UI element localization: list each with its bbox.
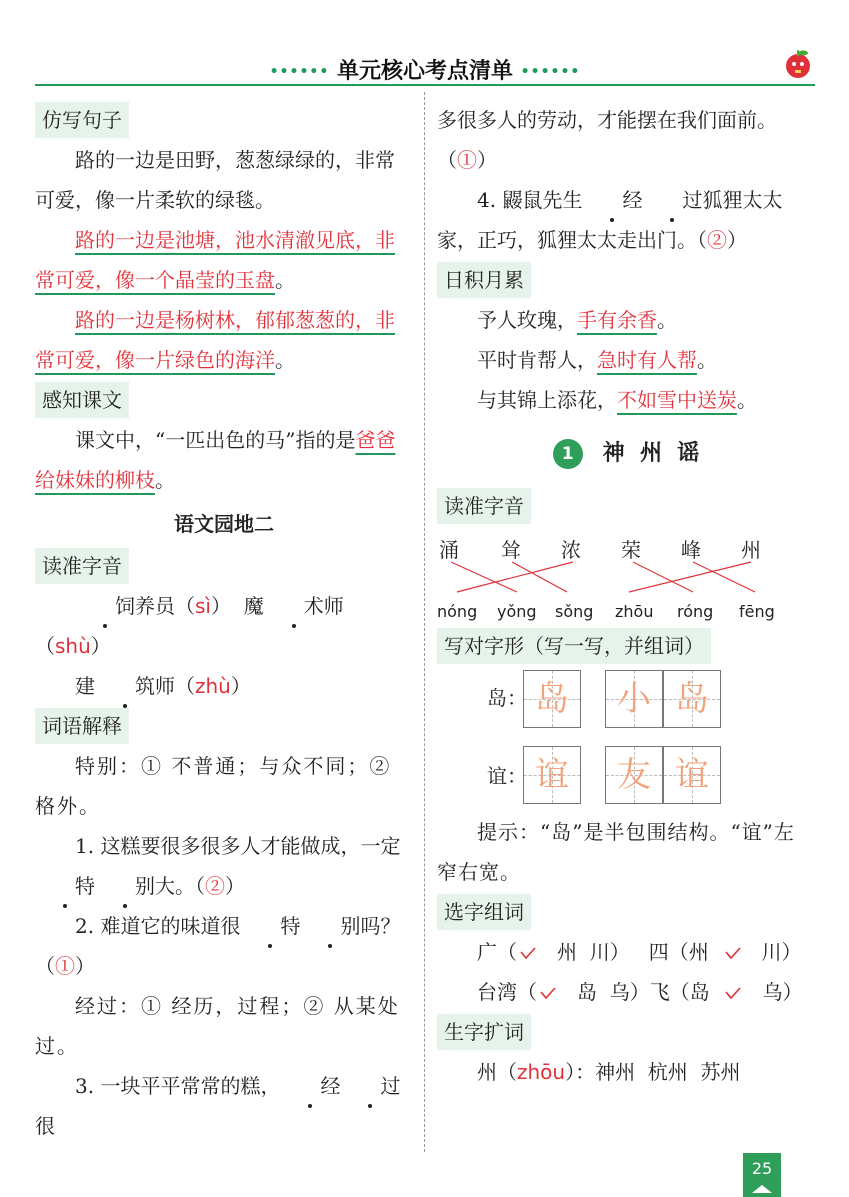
section-word-expansion: 生字扩词 bbox=[437, 1014, 531, 1050]
question-3: 3. 一块平平常常的糕， 经 过很 bbox=[35, 1066, 413, 1146]
definition-tebie: 特别：① 不普通；与众不同；② 格外。 bbox=[35, 754, 392, 818]
writing-grid: 友 bbox=[605, 746, 663, 804]
question-4: 4. 鼹鼠先生 经 过狐狸太太家，正巧，狐狸太太走出门。（②） bbox=[437, 180, 815, 260]
match-char: 荣 bbox=[621, 538, 641, 562]
match-char: 耸 bbox=[501, 538, 521, 562]
lesson-number-badge: 1 bbox=[553, 439, 583, 469]
writing-tip: 提示：“岛”是半包围结构。“谊”左窄右宽。 bbox=[437, 820, 795, 884]
question-1: 1. 这糕要很多很多人才能做成，一定特 别大。（②） bbox=[35, 826, 413, 906]
question-2: 2. 难道它的味道很 特 别吗？（①） bbox=[35, 906, 413, 986]
match-pinyin: nóng bbox=[437, 602, 478, 621]
question-3-continued: 多很多人的劳动，才能摆在我们面前。（①） bbox=[437, 108, 777, 172]
match-char: 峰 bbox=[681, 538, 701, 562]
pronunciation-row-2: 建 筑师（zhù） bbox=[35, 666, 413, 706]
page-header bbox=[35, 42, 815, 86]
section-pronunciation-right: 读准字音 bbox=[437, 488, 531, 524]
unit-title-yuwen-yuandi-2: 语文园地二 bbox=[174, 512, 274, 536]
header-rule bbox=[35, 84, 815, 86]
grid-label-yi: 谊： bbox=[487, 764, 527, 788]
word-expansion-zhou: 州（zhōu）：神州 杭州 苏州 bbox=[477, 1060, 741, 1084]
writing-grid: 谊 bbox=[663, 746, 721, 804]
sample-sentence: 路的一边是田野，葱葱绿绿的，非常可爱，像一片柔软的绿毯。 bbox=[35, 148, 395, 212]
definition-jingguo: 经过：① 经历，过程；② 从某处过。 bbox=[35, 994, 400, 1058]
lesson-title: 1 神 州 谣 bbox=[437, 434, 815, 474]
match-char: 浓 bbox=[561, 538, 581, 562]
match-char: 州 bbox=[741, 538, 761, 562]
match-pinyin: fēng bbox=[739, 602, 775, 621]
section-pronunciation-left: 读准字音 bbox=[35, 548, 129, 584]
answer-sentence-1: 路的一边是池塘，池水清澈见底，非常可爱，像一个晶莹的玉盘。 bbox=[35, 228, 395, 292]
page-number: 25 bbox=[743, 1153, 781, 1197]
writing-grid: 谊 bbox=[523, 746, 581, 804]
proverb-3: 与其锦上添花，不如雪中送炭。 bbox=[477, 388, 757, 412]
match-char: 涌 bbox=[439, 538, 459, 562]
check-mark-icon bbox=[724, 946, 742, 960]
proverb-1: 予人玫瑰，手有余香。 bbox=[477, 308, 677, 332]
match-pinyin: sǒng bbox=[555, 602, 594, 621]
header-title: •••••• 单元核心考点清单 •••••• bbox=[269, 59, 581, 84]
left-column bbox=[35, 100, 413, 1146]
section-text-perception: 感知课文 bbox=[35, 382, 129, 418]
section-choose-character: 选字组词 bbox=[437, 894, 531, 930]
proverb-2: 平时肯帮人，急时有人帮。 bbox=[477, 348, 717, 372]
writing-grid: 岛 bbox=[663, 670, 721, 728]
choose-row-1: 广（ 州 川） 四（州 川 ） bbox=[477, 940, 802, 964]
writing-grid: 岛 bbox=[523, 670, 581, 728]
match-pinyin: róng bbox=[677, 602, 714, 621]
right-column bbox=[437, 100, 815, 1092]
check-mark-icon bbox=[519, 946, 537, 960]
section-write-characters: 写对字形（写一写，并组词） bbox=[437, 628, 711, 664]
pronunciation-matching bbox=[437, 526, 815, 626]
pronunciation-row-1: 饲养员（sì） 魔 术师（shù） bbox=[35, 586, 413, 666]
section-imitate-sentences: 仿写句子 bbox=[35, 102, 129, 138]
check-mark-icon bbox=[724, 986, 742, 1000]
answer-sentence-2: 路的一边是杨树林，郁郁葱葱的，非常可爱，像一片绿色的海洋。 bbox=[35, 308, 395, 372]
perception-question: 课文中，“一匹出色的马”指的是爸爸给妹妹的柳枝。 bbox=[35, 428, 396, 492]
apple-mascot-icon bbox=[781, 46, 815, 80]
writing-grid: 小 bbox=[605, 670, 663, 728]
match-pinyin: zhōu bbox=[615, 602, 654, 621]
choose-row-2: 台湾（ 岛 乌）飞（岛 乌 ） bbox=[477, 980, 803, 1004]
section-daily-accumulation: 日积月累 bbox=[437, 262, 531, 298]
column-divider bbox=[424, 92, 425, 1152]
character-grids bbox=[437, 666, 815, 812]
section-word-explanation: 词语解释 bbox=[35, 708, 129, 744]
grid-label-dao: 岛： bbox=[487, 686, 527, 710]
match-pinyin: yǒng bbox=[497, 602, 537, 621]
check-mark-icon bbox=[539, 986, 557, 1000]
